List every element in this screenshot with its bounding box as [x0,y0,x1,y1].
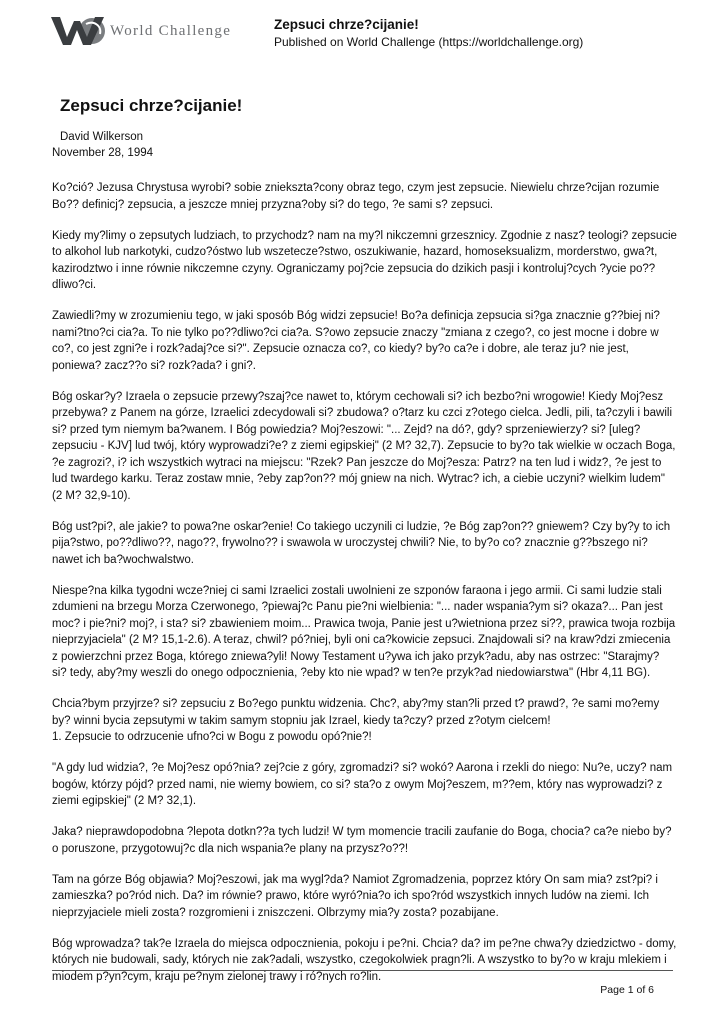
page-number: Page 1 of 6 [600,984,654,996]
article-paragraph: Kiedy my?limy o zepsutych ludziach, to przychodz? nam na my?l nikczemni grzesznicy. Zgodnie z nasz? teologi? zepsucie to alkohol lub narkotyki, cudzo?óstwo lub wszetecze?stwo, oszukiwanie, hazard, homoseksualizm, morderstwo, gwa?t, kazirodztwo i inne równie nikczemne czyny. Ograniczamy poj?cie zepsucia do dzikich pasji i kontroluj?cych ?ycie po??dliwo?ci. [52,229,677,291]
article-paragraph: Niespe?na kilka tygodni wcze?niej ci sami Izraelici zostali uwolnieni ze szponów faraona i jego armii. Ci sami ludzie stali zdumieni na brzegu Morza Czerwonego, ?piewaj?c Panu pie?ni wielbienia: "... nader wspania?ym si? okaza?... Pan jest moc? i pie?ni? moj?, i sta? si? zbawieniem moim... Prawica twoja, Panie jest u?wietniona przez si??, prawica twoja rozbija nieprzyjaciela" (2 M? 15,1-2.6). A teraz, chwil? pó?niej, byli oni ca?kowicie zepsuci. Znajdowali si? na kraw?dzi zmiecenia z powierzchni przez Boga, którego zniewa?yli! Nowy Testament u?ywa ich jako przyk?adu, aby nas ostrzec: "Starajmy? si? tedy, aby?my weszli do onego odpocznienia, ?eby kto nie wpad? w ten?e przyk?ad niedowiarstwa" (Hbr 4,11 BG). [52,584,676,679]
world-challenge-logo[interactable] [50,12,260,50]
page-title: Zepsuci chrze?cijanie! [60,96,243,115]
article-paragraph: Tam na górze Bóg objawia? Moj?eszowi, jak ma wygl?da? Namiot Zgromadzenia, poprzez który On sam mia? zst?pi? i zamieszka? po?ród nich. Da? im równie? prawo, które wyró?nia?o ich spo?ród wszystkich innych ludów na ziemi. Ich nieprzyjaciele mieli zosta? rozgromieni i zniszczeni. Olbrzymy mia?y zosta? pozabijane. [52,873,658,919]
header-title: Zepsuci chrze?cijanie! [274,17,419,32]
article-author: David Wilkerson [60,131,144,143]
article-paragraph: Ko?ció? Jezusa Chrystusa wyrobi? sobie znieksztа?cony obraz tego, czym jest zepsucie. Niewielu chrze?cijan rozumie Bo?? definicj? zepsucia, a jeszcze mniej przyzna?oby si? do tego, ?e sami s? zepsuci. [52,182,660,211]
wc-logo-icon [50,12,108,50]
article-paragraph: Bóg oskar?y? Izraela o zepsucie przewy?szaj?ce nawet to, którym cechowali si? ich bezbo?ni wrogowie! Kiedy Moj?esz przebywa? z Panem na górze, Izraelici zdecydowali si? zbudowa? o?tarz ku czci z?otego cielca. Jedli, pili, ta?czyli i bawili si? przed tym niemym ba?wanem. I Bóg powiedzia? Moj?eszowi: "... Zejd? na dó?, gdy? sprzeniewierzy? si? [uleg? zepsuciu - KJV] lud twój, który wyprowadzi?e? z ziemi egipskiej" (2 M? 32,7). Zepsucie to by?o tak wielkie w oczach Boga, ?e zagrozi?, i? ich wszystkich wytraci na miejscu: "Rzek? Pan jeszcze do Moj?esza: Patrz? na ten lud i widz?, ?e jest to lud twardego karku. Teraz zostaw mnie, ?eby zap?on?? mój gniew na nich. Wytrac? ich, a ciebie uczyni? wielkim ludem" (2 M? 32,9-10). [52,390,676,502]
article-paragraph: Bóg ust?pi?, ale jakie? to powa?ne oskar?enie! Co takiego uczynili ci ludzie, ?e Bóg zap?on?? gniewem? Czy by?y to ich pija?stwo, po??dliwo??, nago??, frywolno?? i swawola w uroczystej chwili? Nie, to by?o co? znacznie g??bszego ni? nawet ich ba?wochwalstwo. [52,520,671,566]
logo-text: World Challenge [110,23,232,39]
article-date: November 28, 1994 [52,147,154,159]
page-header [0,0,725,60]
article-paragraph: "A gdy lud widzia?, ?e Moj?esz opó?nia? zej?cie z góry, zgromadzi? si? wokó? Aarona i rzekli do niego: Nu?e, uczy? nam bogów, którzy pójd? przed nami, nie wiemy bowiem, co si? sta?o z owym Moj?eszem, m??em, który nas wyprowadzi? z ziemi egipskiej" (2 M? 32,1). [52,762,673,807]
article-paragraph: Chcia?bym przyjrze? si? zepsuciu z Bo?ego punktu widzenia. Chc?, aby?my stan?li przed t? prawd?, ?e sami mo?emy by? winni bycia zepsutymi w takim samym stopniu jak Izrael, kiedy ta?czy? przed z?otym cielcem! 1. Zepsucie to odrzucenie ufno?ci w Bogu z powodu opó?nie?! [52,698,660,743]
article-paragraph: Bóg wprowadza? tak?e Izraela do miejsca odpocznienia, pokoju i pe?ni. Chcia? da? im pe?ne chwa?y dziedzictwo - domy, których nie budowali, sady, których nie zak?adali, wszystko, czegokolwiek pragn?li. A wszystko to by?o w kraju mlekiem i miodem p?yn?cym, kraju pe?nym zielonej trawy i ró?nych ro?lin. [52,937,677,983]
article-body [52,180,677,1000]
article-paragraph: Zawiedli?my w zrozumieniu tego, w jaki sposób Bóg widzi zepsucie! Bo?a definicja zepsucia si?ga znacznie g??biej ni? nami?tno?ci cia?a. To nie tylko po??dliwo?ci cia?a. S?owo zepsucie znaczy "zmiana z czego?, co jest mocne i dobre w co?, co jest zgni?e i rozk?adaj?ce si?". Zepsucie oznacza co?, co kiedy? by?o ca?e i dobre, ale teraz ju? nie jest, poniewa? zacz??o si? rozk?ada? i gni?. [52,310,660,372]
header-published-line: Published on World Challenge (https://worldchallenge.org) [274,35,584,49]
article-paragraph: Jaka? nieprawdopodobna ?lepota dotkn??a tych ludzi! W tym momencie tracili zaufanie do Boga, chocia? ca?e niebo by?o poruszone, przygotowuj?c dla nich wspania?e plany na przysz?o??! [52,826,672,855]
footer-divider [52,970,673,971]
